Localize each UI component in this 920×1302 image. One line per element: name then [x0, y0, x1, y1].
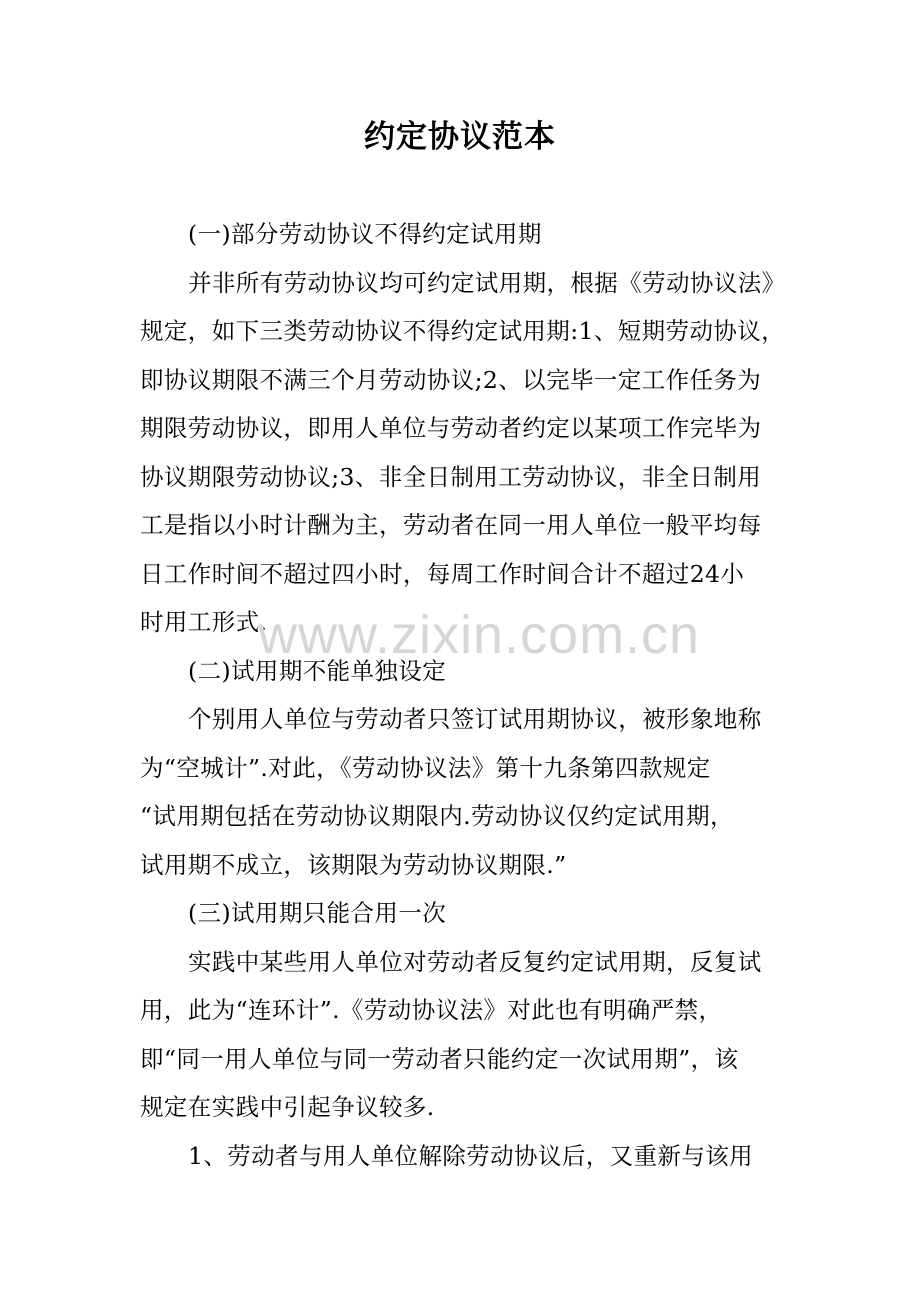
body-line: 工是指以小时计酬为主，劳动者在同一用人单位一般平均每 [140, 511, 762, 539]
body-line: 即“同一用人单位与同一劳动者只能约定一次试用期”，该 [140, 1044, 739, 1073]
watermark: www.zixin.com.cn [258, 605, 701, 665]
body-line: 协议期限劳动协议;3、非全日制用工劳动协议，非全日制用 [140, 462, 762, 491]
document-body [140, 210, 800, 1180]
body-line: 即协议期限不满三个月劳动协议;2、以完毕一定工作任务为 [140, 365, 762, 394]
body-line: 日工作时间不超过四小时，每周工作时间合计不超过24小 [140, 559, 745, 588]
body-line: “试用期包括在劳动协议期限内.劳动协议仅约定试用期， [140, 802, 734, 830]
body-line: 规定在实践中引起争议较多. [140, 1093, 435, 1121]
body-line: 试用期不成立，该期限为劳动协议期限.” [140, 850, 567, 879]
section-heading: (三)试用期只能合用一次 [188, 899, 447, 927]
body-line: (一)部分劳动协议不得约定试用期 [188, 220, 542, 248]
body-line: 1、劳动者与用人单位解除劳动协议后，又重新与该用 [188, 1141, 754, 1170]
body-line: 用，此为“连环计”.《劳动协议法》对此也有明确严禁， [140, 996, 723, 1024]
body-line: 规定，如下三类劳动协议不得约定试用期:1、短期劳动协议， [140, 317, 786, 345]
body-line: 个别用人单位与劳动者只签订试用期协议，被形象地称 [188, 705, 762, 733]
body-line: 时用工形式. [140, 608, 268, 636]
body-line: 为“空城计”.对此，《劳动协议法》第十九条第四款规定 [140, 753, 711, 782]
body-line: 并非所有劳动协议均可约定试用期，根据《劳动协议法》 [188, 268, 786, 297]
document-title: 约定协议范本 [364, 119, 556, 155]
body-line: 期限劳动协议，即用人单位与劳动者约定以某项工作完毕为 [140, 414, 762, 442]
body-line: 实践中某些用人单位对劳动者反复约定试用期，反复试 [188, 947, 762, 976]
section-heading: (二)试用期不能单独设定 [188, 656, 447, 685]
